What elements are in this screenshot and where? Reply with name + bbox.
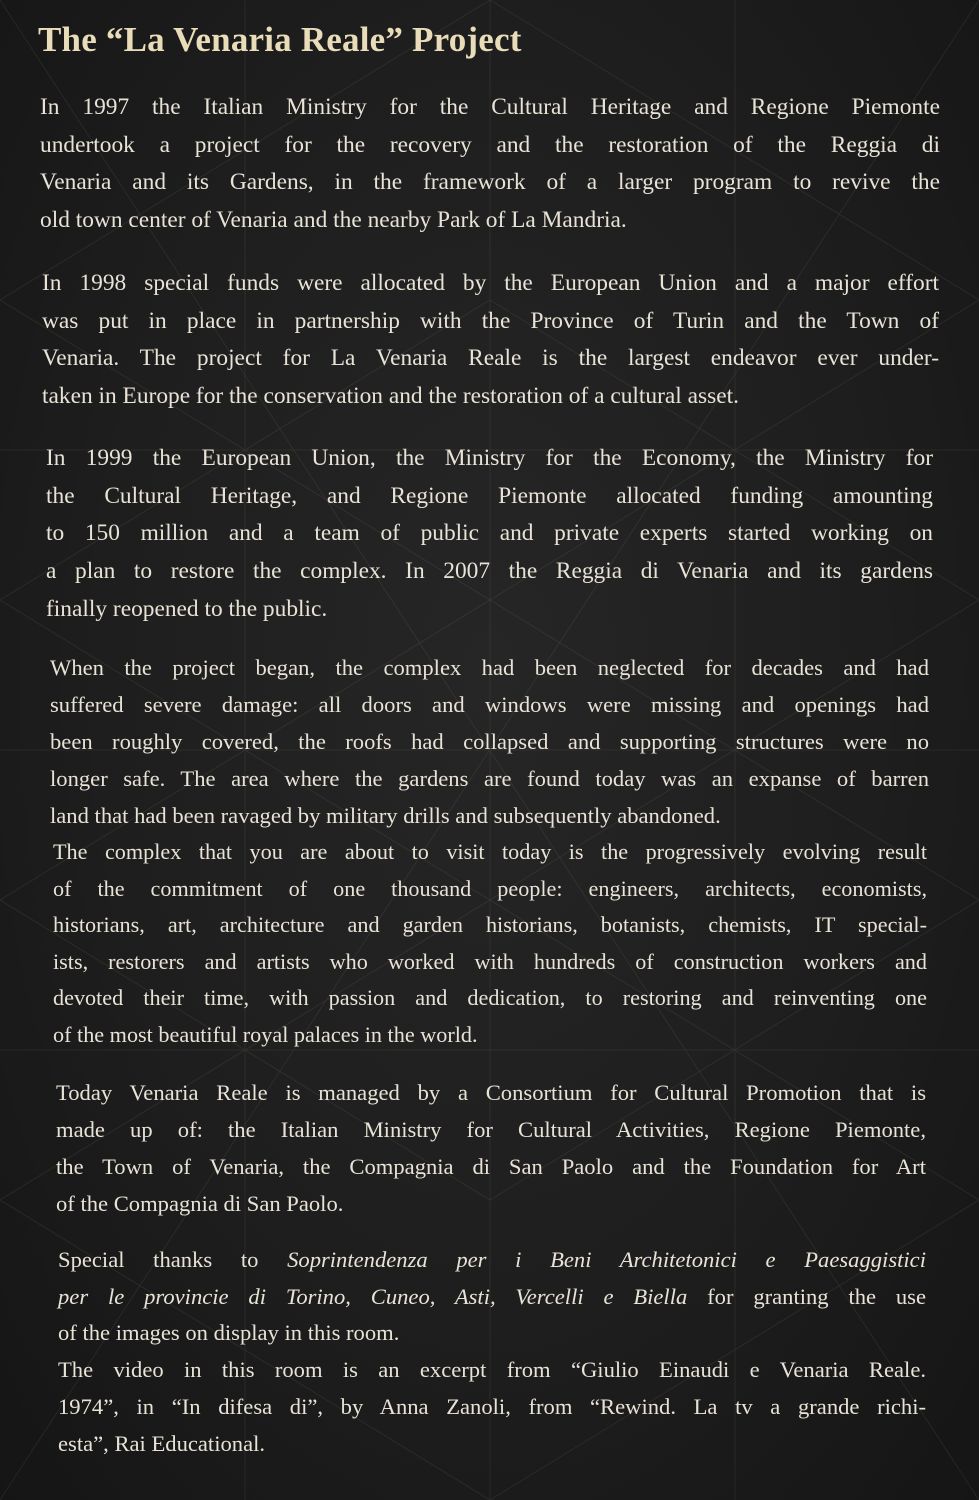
- text-line: taken in Europe for the conservation and the restoration of a cultural asset.: [42, 383, 739, 410]
- text-line: ists, restorers and artists who worked with hundreds of construction workers and: [53, 948, 927, 974]
- paragraph-1999: [46, 440, 933, 629]
- text-line: suffered severe damage: all doors and windows were missing and openings had: [50, 692, 929, 717]
- text-line: was put in place in partnership with the Province of Turin and the Town of: [42, 307, 939, 334]
- paragraph-project-began: [50, 649, 929, 834]
- text-line: of the images on display in this room.: [58, 1320, 400, 1345]
- text-line: the Cultural Heritage, and Regione Piemonte allocated funding amounting: [46, 482, 933, 509]
- paragraph-special-thanks: [58, 1242, 926, 1352]
- text-line: In 1997 the Italian Ministry for the Cultural Heritage and Regione Piemonte: [40, 94, 940, 120]
- text-line: [58, 1242, 926, 1279]
- paragraph-video-credit: [58, 1351, 926, 1462]
- text-line: finally reopened to the public.: [46, 595, 328, 622]
- text-line: In 1999 the European Union, the Ministry for the Economy, the Ministry for: [46, 445, 933, 471]
- text-line: The video in this room is an excerpt from “Giulio Einaudi e Venaria Reale.: [58, 1357, 926, 1382]
- text-line: When the project began, the complex had been neglected for decades and had: [50, 655, 929, 680]
- paragraph-1998: [42, 265, 939, 416]
- text-line: 1974”, in “In difesa di”, by Anna Zanoli, from “Rewind. La tv a grande richi-: [58, 1394, 926, 1419]
- text-line: Venaria. The project for La Venaria Reale is the largest endeavor ever under-: [42, 345, 939, 372]
- text-line: historians, art, architecture and garden historians, botanists, chemists, IT special-: [53, 912, 927, 938]
- text-line: of the commitment of one thousand people: engineers, architects, economists,: [53, 875, 927, 901]
- text-line: Venaria and its Gardens, in the framework of a larger program to revive the: [40, 169, 940, 196]
- text-line: esta”, Rai Educational.: [58, 1431, 266, 1456]
- text-line: Today Venaria Reale is managed by a Consortium for Cultural Promotion that is: [56, 1080, 926, 1105]
- text-line: a plan to restore the complex. In 2007 the Reggia di Venaria and its gardens: [46, 558, 933, 585]
- text-line: of the most beautiful royal palaces in the world.: [53, 1021, 478, 1047]
- text-line: to 150 million and a team of public and private experts started working on: [46, 520, 933, 547]
- paragraph-1997: [40, 89, 940, 240]
- text-line: The complex that you are about to visit today is the progressively evolving result: [53, 839, 927, 864]
- text-line: old town center of Venaria and the nearby Park of La Mandria.: [40, 207, 627, 234]
- thanks-provinces: per le provincie di Torino, Cuneo, Asti, Vercelli e Biella: [58, 1283, 688, 1309]
- text-line: undertook a project for the recovery and the restoration of the Reggia di: [40, 131, 940, 158]
- text-line: longer safe. The area where the gardens are found today was an expanse of barren: [50, 766, 929, 791]
- thanks-lead: Special thanks to: [58, 1247, 288, 1272]
- page-title: The “La Venaria Reale” Project: [38, 20, 522, 59]
- paragraph-complex-today: [53, 834, 927, 1054]
- text-line: made up of: the Italian Ministry for Cultural Activities, Regione Piemonte,: [56, 1117, 926, 1142]
- text-line: of the Compagnia di San Paolo.: [56, 1191, 344, 1216]
- paragraph-consortium: [56, 1074, 926, 1222]
- text-line: the Town of Venaria, the Compagnia di San Paolo and the Foundation for Art: [56, 1154, 926, 1179]
- thanks-tail: for granting the use: [687, 1283, 926, 1309]
- text-line: [58, 1279, 926, 1316]
- text-line: In 1998 special funds were allocated by the European Union and a major effort: [42, 270, 939, 296]
- text-line: devoted their time, with passion and dedication, to restoring and reinventing one: [53, 985, 927, 1011]
- text-line: been roughly covered, the roofs had collapsed and supporting structures were no: [50, 729, 929, 754]
- text-line: land that had been ravaged by military drills and subsequently abandoned.: [50, 803, 721, 828]
- thanks-soprintendenza: Soprintendenza per i Beni Architetonici e Paesaggistici: [287, 1247, 926, 1272]
